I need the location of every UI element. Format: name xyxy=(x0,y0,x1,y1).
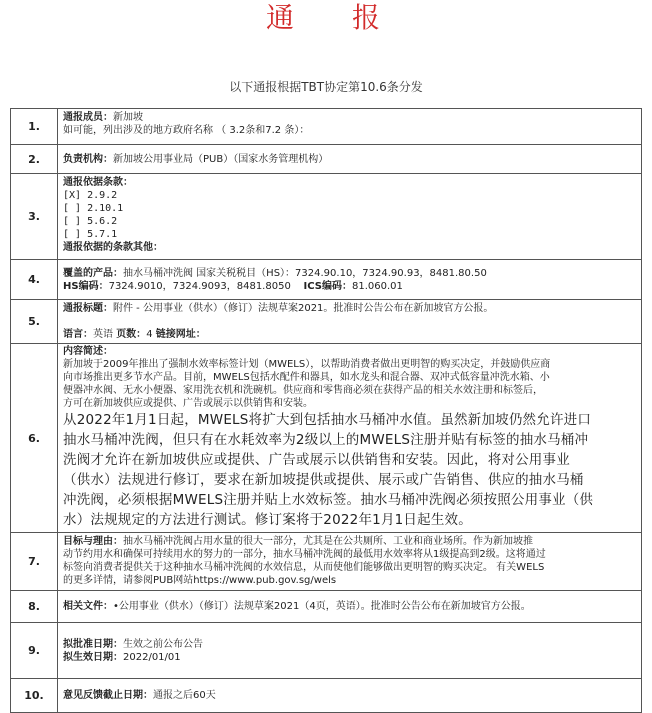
approval-date-value: 生效之前公布公告 xyxy=(123,638,203,650)
basis-other-label: 通报依据的条款其他： xyxy=(63,242,163,253)
description-line: 向市场推出更多节水产品。目前，MWELS包括水配件和器具，如水龙头和混合器、双冲式低容量冲洗水箱、小 xyxy=(63,372,550,383)
objective-cell xyxy=(58,533,642,591)
table-row xyxy=(11,174,642,260)
table-row xyxy=(11,145,642,174)
ics-label: ICS编码： xyxy=(303,280,352,292)
agency-cell xyxy=(58,145,642,174)
basis-item: [ ] 2.10.1 xyxy=(63,203,124,214)
language-value: 英语 xyxy=(93,329,113,340)
hs-label: HS编码： xyxy=(63,280,109,292)
deadline-label: 意见反馈截止日期： xyxy=(63,690,153,701)
description-big-line: 抽水马桶冲洗阀，但只有在水耗效率为2级以上的MWELS注册并贴有标签的抽水马桶冲 xyxy=(63,432,589,448)
member-label: 通报成员： xyxy=(63,112,113,123)
deadline-value: 通报之后60天 xyxy=(153,690,216,701)
description-label: 内容简述： xyxy=(63,346,113,357)
documents-label: 相关文件： xyxy=(63,601,113,612)
objective-line: 抽水马桶冲洗阀占用水量的很大一部分，尤其是在公共厕所、工业和商业场所。作为新加坡推 xyxy=(123,536,533,547)
objective-line: 的更多详情，请参阅PUB网站https://www.pub.gov.sg/wels xyxy=(63,575,337,586)
approval-date-label: 拟批准日期： xyxy=(63,638,123,650)
effective-date-label: 拟生效日期： xyxy=(63,651,123,663)
agency-label: 负责机构： xyxy=(63,153,113,165)
description-big-line: 水）法规规定的方法进行测试。修订案将于2022年1月1日起生效。 xyxy=(63,512,472,528)
description-cell xyxy=(58,344,642,533)
ics-value: 81.060.01 xyxy=(351,280,403,292)
member-value: 新加坡 xyxy=(113,112,143,123)
row-number: 7. xyxy=(11,533,58,591)
effective-date-value: 2022/01/01 xyxy=(123,651,181,663)
products-value: 抽水马桶冲洗阀 国家关税税目（HS）：7324.90.10，7324.90.93，8481.80.50 xyxy=(123,267,487,279)
notice-title-value: 附件 - 公用事业（供水）（修订）法规草案2021。批准时公告公布在新加坡官方公报。 xyxy=(113,303,494,314)
title-char-2: 报 xyxy=(352,1,383,34)
deadline-cell xyxy=(58,679,642,713)
notification-table xyxy=(10,108,642,713)
description-line: 新加坡于2009年推出了强制水效率标签计划（MWELS），以帮助消费者做出更明智的购买决定，并鼓励供应商 xyxy=(63,359,551,370)
notice-title-label: 通报标题： xyxy=(63,303,113,314)
description-big-line: 冲洗阀，必须根据MWELS注册并贴上水效标签。抽水马桶冲洗阀必须按照公用事业（供 xyxy=(63,492,594,508)
description-line: 方可在新加坡供应或提供、广告或展示以供销售和安装。 xyxy=(63,398,313,409)
table-row xyxy=(11,344,642,533)
member-sub: 如可能，列出涉及的地方政府名称 （ 3.2条和7.2 条）： xyxy=(63,125,310,136)
title-char-1: 通 xyxy=(266,1,297,34)
objective-line: 标签向消费者提供关于这种抽水马桶冲洗阀的水效信息，从而使他们能够做出更明智的购买决定。 有关WELS xyxy=(63,562,545,573)
basis-cell xyxy=(58,174,642,260)
basis-item: [X] 2.9.2 xyxy=(63,190,118,201)
description-line: 便器冲水阀、无水小便器、家用洗衣机和洗碗机。供应商和零售商必须在获得产品的相关水效注册和标签后， xyxy=(63,385,543,396)
documents-cell xyxy=(58,591,642,623)
table-row xyxy=(11,260,642,300)
objective-line: 动节约用水和确保可持续用水的努力的一部分，抽水马桶冲洗阀的最低用水效率将从1级提高到2级。这将通过 xyxy=(63,549,546,560)
documents-value: •公用事业（供水）（修订）法规草案2021（4页，英语）。批准时公告公布在新加坡官方公报。 xyxy=(113,601,531,612)
document-subtitle: 以下通报根据TBT协定第10.6条分发 xyxy=(229,80,423,94)
row-number: 8. xyxy=(11,591,58,623)
table-row xyxy=(11,591,642,623)
table-row xyxy=(11,623,642,679)
basis-item: [ ] 5.6.2 xyxy=(63,216,118,227)
member-cell xyxy=(58,109,642,145)
row-number: 10. xyxy=(11,679,58,713)
pages-label: 页数： xyxy=(116,329,147,340)
row-number: 4. xyxy=(11,260,58,300)
products-label: 覆盖的产品： xyxy=(63,267,123,279)
agency-value: 新加坡公用事业局（PUB）（国家水务管理机构） xyxy=(113,153,329,165)
description-big-line: 洗阀才允许在新加坡供应或提供、广告或展示以供销售和安装。因此，将对公用事业 xyxy=(63,452,570,468)
row-number: 2. xyxy=(11,145,58,174)
row-number: 5. xyxy=(11,300,58,344)
hs-value: 7324.9010，7324.9093，8481.8050 xyxy=(108,280,291,292)
row-number: 1. xyxy=(11,109,58,145)
description-big-line: （供水）法规进行修订，要求在新加坡提供或提供、展示或广告销售、供应的抽水马桶 xyxy=(63,472,584,488)
table-row xyxy=(11,300,642,344)
objective-label: 目标与理由： xyxy=(63,536,123,547)
title-cell xyxy=(58,300,642,344)
row-number: 3. xyxy=(11,174,58,260)
row-number: 9. xyxy=(11,623,58,679)
basis-item: [ ] 5.7.1 xyxy=(63,229,118,240)
basis-label: 通报依据条款： xyxy=(63,177,133,188)
link-label: 链接网址： xyxy=(155,329,206,340)
language-label: 语言： xyxy=(63,329,93,340)
row-number: 6. xyxy=(11,344,58,533)
pages-value: 4 xyxy=(146,329,153,340)
document-title xyxy=(0,0,652,34)
dates-cell xyxy=(58,623,642,679)
table-row xyxy=(11,533,642,591)
table-row xyxy=(11,679,642,713)
description-big-line: 从2022年1月1日起，MWELS将扩大到包括抽水马桶冲水值。虽然新加坡仍然允许进口 xyxy=(63,412,592,428)
table-row xyxy=(11,109,642,145)
products-cell xyxy=(58,260,642,300)
